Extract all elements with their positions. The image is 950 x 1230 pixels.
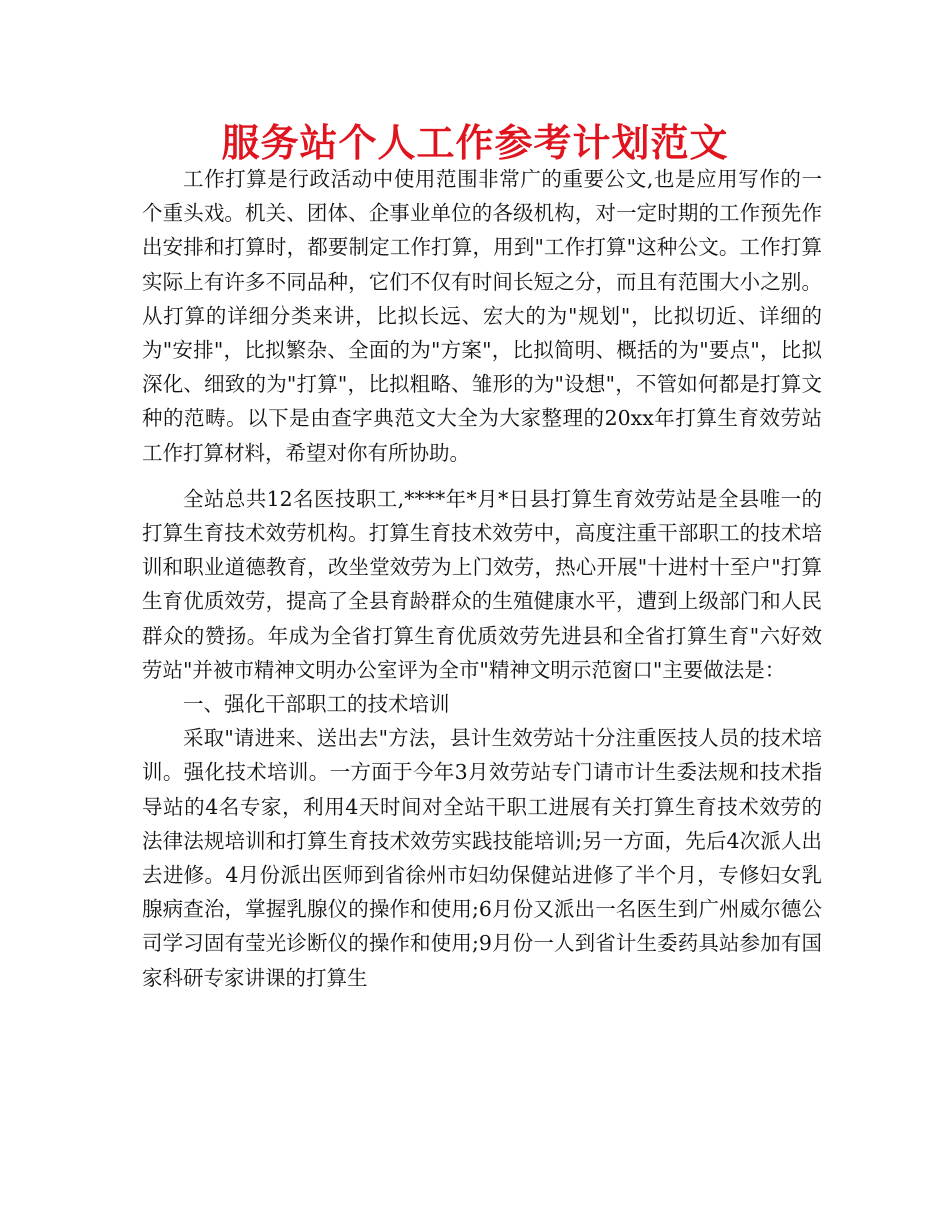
paragraph-station-overview: 全站总共12名医技职工,****年*月*日县打算生育效劳站是全县唯一的打算生育技术效劳机构。打算生育技术效劳中，高度注重干部职工的技术培训和职业道德教育，改坐堂效劳为上门效劳，热心开展"十进村十至户"打算生育优质效劳，提高了全县育龄群众的生殖健康水平，遭到上级部门和人民群众的赞扬。年成为全省打算生育优质效劳先进县和全省打算生育"六好效劳站"并被市精神文明办公室评为全市"精神文明示范窗口"主要做法是： (142, 486, 822, 682)
document-title: 服务站个人工作参考计划范文 (221, 121, 729, 165)
section-heading-training: 一、强化干部职工的技术培训 (183, 692, 450, 717)
paragraph-training-details: 采取"请进来、送出去"方法，县计生效劳站十分注重医技人员的技术培训。强化技术培训。一方面于今年3月效劳站专门请市计生委法规和技术指导站的4名专家，利用4天时间对全站干职工进展有关打算生育技术效劳的法律法规培训和打算生育技术效劳实践技能培训;另一方面，先后4次派人出去进修。4月份派出医师到省徐州市妇幼保健站进修了半个月，专修妇女乳腺病查治，掌握乳腺仪的操作和使用;6月份又派出一名医生到广州威尔德公司学习固有莹光诊断仪的操作和使用;9月份一人到省计生委药具站参加有国家科研专家讲课的打算生 (142, 726, 822, 990)
document-body (142, 162, 822, 995)
paragraph-intro: 工作打算是行政活动中使用范围非常广的重要公文,也是应用写作的一个重头戏。机关、团体、企事业单位的各级机构，对一定时期的工作预先作出安排和打算时，都要制定工作打算，用到"工作打算"这种公文。工作打算实际上有许多不同品种，它们不仅有时间长短之分，而且有范围大小之别。从打算的详细分类来讲，比拟长远、宏大的为"规划"，比拟切近、详细的为"安排"，比拟繁杂、全面的为"方案"，比拟简明、概括的为"要点"，比拟深化、细致的为"打算"，比拟粗略、雏形的为"设想"，不管如何都是打算文种的范畴。以下是由查字典范文大全为大家整理的20xx年打算生育效劳站工作打算材料，希望对你有所协助。 (142, 167, 822, 465)
